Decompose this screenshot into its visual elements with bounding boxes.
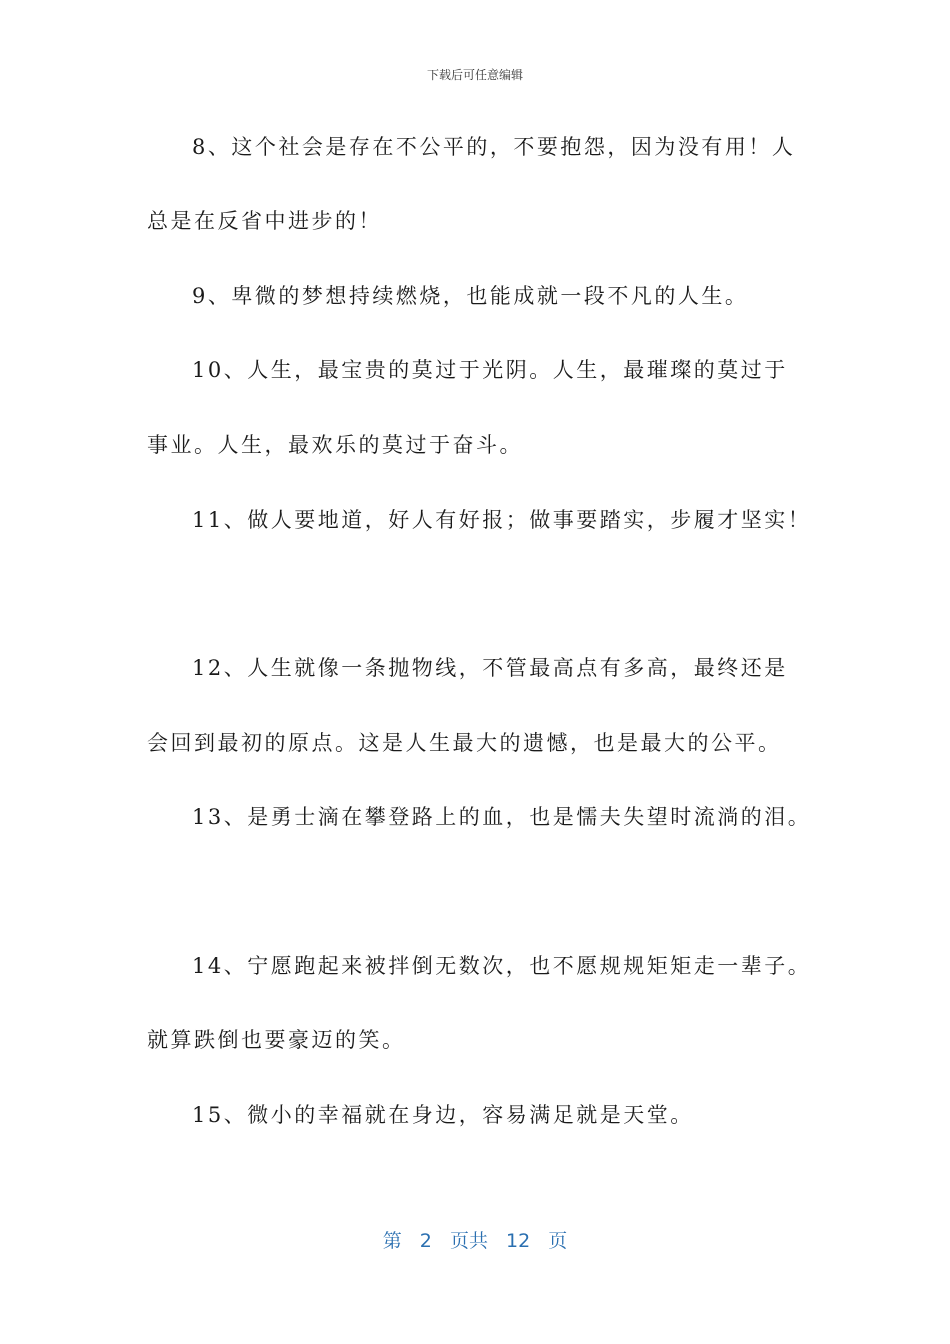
paragraph-13-line-1: 13、是勇士滴在攀登路上的血，也是懦夫失望时流淌的泪。 <box>192 805 812 829</box>
paragraph-8-line-1: 8、这个社会是存在不公平的，不要抱怨，因为没有用！人 <box>192 135 796 159</box>
paragraph-12-line-2: 会回到最初的原点。这是人生最大的遗憾，也是最大的公平。 <box>147 731 782 755</box>
page-prefix: 第 <box>382 1230 402 1252</box>
paragraph-9-line-1: 9、卑微的梦想持续燃烧，也能成就一段不凡的人生。 <box>192 284 749 308</box>
paragraph-15-line-1: 15、微小的幸福就在身边，容易满足就是天堂。 <box>192 1103 694 1127</box>
page-suffix: 页 <box>548 1230 568 1252</box>
current-page-number: 2 <box>419 1230 432 1252</box>
paragraph-14-line-1: 14、宁愿跑起来被拌倒无数次，也不愿规规矩矩走一辈子。 <box>192 954 812 978</box>
page-indicator <box>0 1226 950 1253</box>
header-note: 下载后可任意编辑 <box>426 68 523 82</box>
paragraph-11-line-1: 11、做人要地道，好人有好报；做事要踏实，步履才坚实！ <box>192 508 812 532</box>
total-pages-number: 12 <box>506 1230 531 1252</box>
paragraph-8-line-2: 总是在反省中进步的！ <box>147 209 382 233</box>
paragraph-10-line-1: 10、人生，最宝贵的莫过于光阴。人生，最璀璨的莫过于 <box>192 358 788 382</box>
paragraph-12-line-1: 12、人生就像一条抛物线，不管最高点有多高，最终还是 <box>192 656 788 680</box>
page-middle: 页共 <box>449 1230 488 1252</box>
paragraph-14-line-2: 就算跌倒也要豪迈的笑。 <box>147 1028 406 1052</box>
paragraph-10-line-2: 事业。人生，最欢乐的莫过于奋斗。 <box>147 433 523 457</box>
